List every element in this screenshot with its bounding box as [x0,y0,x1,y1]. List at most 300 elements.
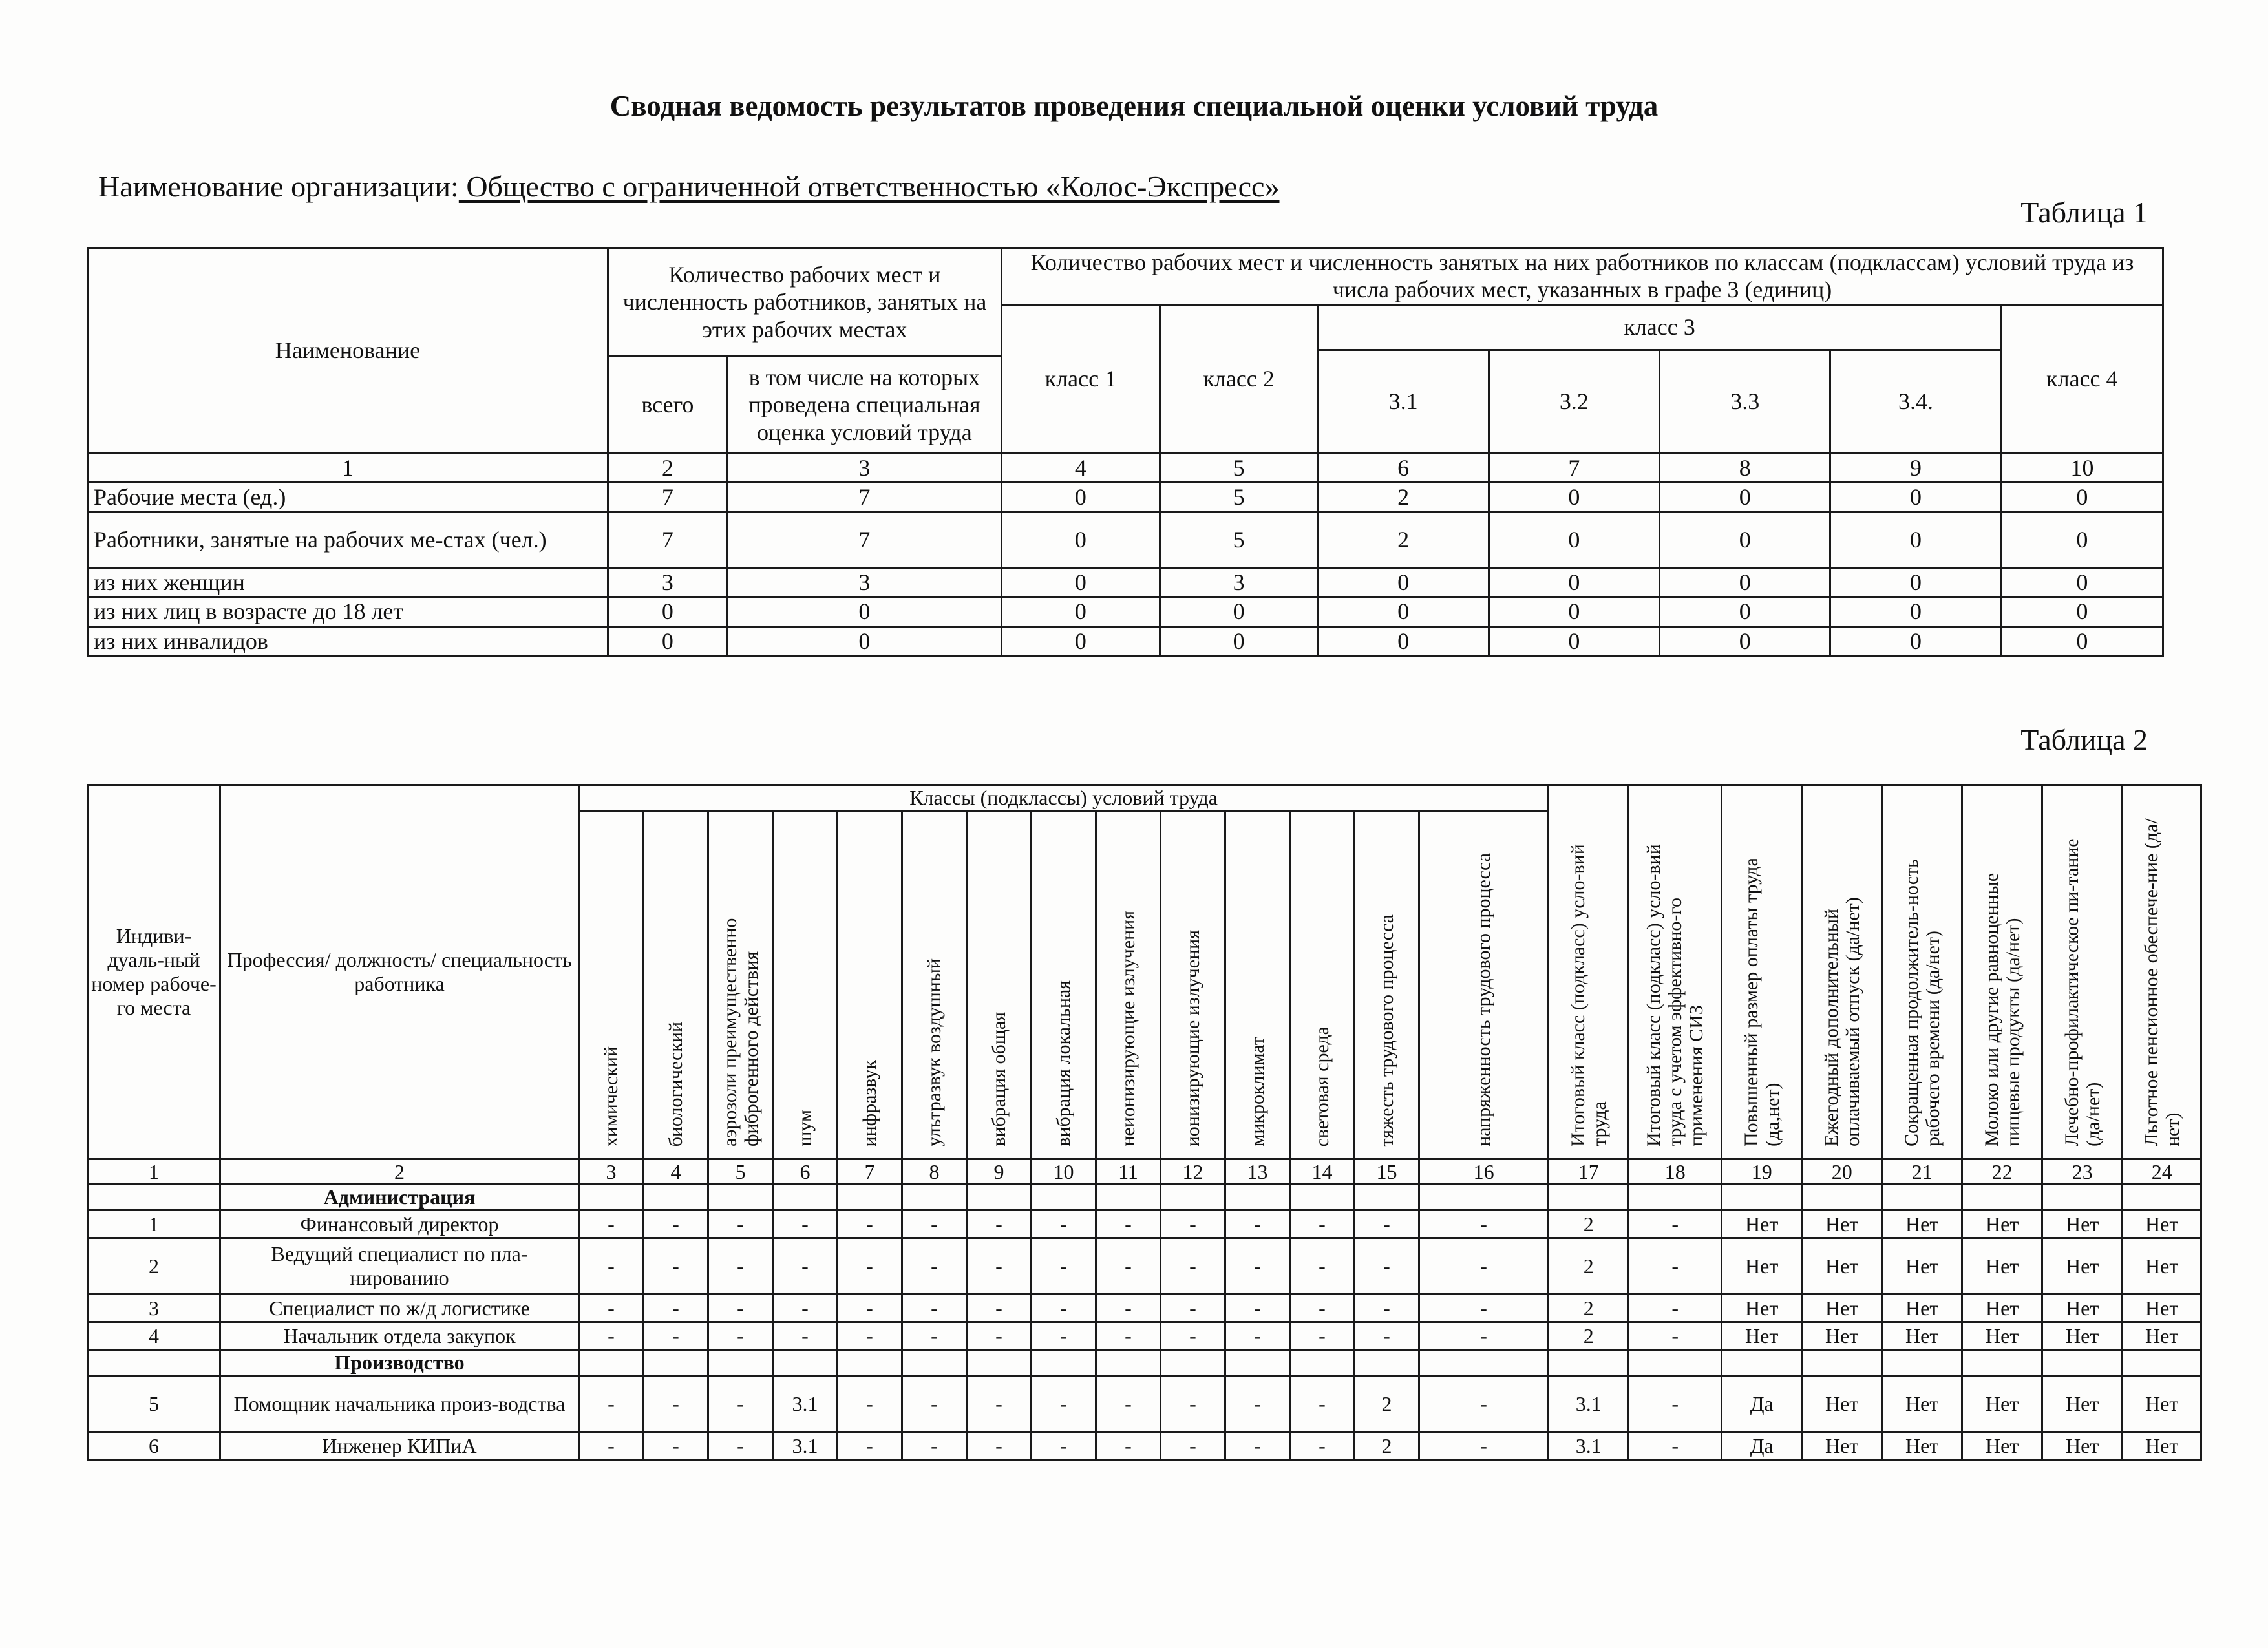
t2-section-row [88,1185,2201,1210]
t1-cell: 7 [727,512,1001,567]
t2-cell: - [1290,1294,1355,1322]
t2-cell: - [1096,1210,1161,1238]
t2-column-number: 11 [1096,1159,1161,1185]
t2-row-profession: Инженер КИПиА [220,1432,579,1460]
t2-cell: Нет [1882,1210,1962,1238]
t2-cell: - [1161,1210,1225,1238]
t2-cell: - [1629,1238,1722,1294]
t2-column-number: 15 [1355,1159,1419,1185]
t2-column-number: 5 [708,1159,773,1185]
t2-cell: - [967,1210,1032,1238]
t2-cell: Нет [1802,1238,1882,1294]
t2-cell: - [838,1376,902,1432]
t1-column-number: 3 [727,453,1001,482]
t2-cell: - [579,1210,644,1238]
t2-cell: 3.1 [773,1432,838,1460]
t2-cell: - [579,1376,644,1432]
t1-column-number: 6 [1318,453,1489,482]
t2-cell: Нет [1962,1376,2042,1432]
t2-row-id: 5 [88,1376,220,1432]
t2-empty-cell [708,1350,773,1376]
t1-cell: 0 [1489,597,1659,626]
t2-row-profession: Начальник отдела закупок [220,1322,579,1350]
t1-column-numbers [88,453,2163,482]
t1-header-class3-4: 3.4. [1830,350,2001,453]
t2-header-factor: вибрация локальная [1032,811,1096,1159]
t2-cell: - [1355,1238,1419,1294]
t1-column-number: 7 [1489,453,1659,482]
t2-cell: - [902,1294,967,1322]
t2-column-number: 19 [1722,1159,1802,1185]
t2-header-factor: химический [579,811,644,1159]
t2-column-number: 18 [1629,1159,1722,1185]
t2-cell: Нет [1802,1432,1882,1460]
t2-row [88,1322,2201,1350]
t2-empty-cell [1355,1185,1419,1210]
t2-column-number: 24 [2123,1159,2201,1185]
t2-cell: - [644,1238,708,1294]
t2-header-reduced-hours: Сокращенная продолжитель-ность рабочего времени (да/нет) [1882,785,1962,1159]
t2-cell: 2 [1549,1238,1629,1294]
t2-empty-cell [1225,1350,1290,1376]
t1-row-label: из них лиц в возрасте до 18 лет [88,597,608,626]
t1-row [88,483,2163,512]
t2-section-title: Производство [220,1350,579,1376]
t1-cell: 0 [1830,567,2001,597]
t1-column-number: 10 [2001,453,2163,482]
t2-column-number: 14 [1290,1159,1355,1185]
t2-cell: Нет [1882,1294,1962,1322]
t2-cell: - [1161,1238,1225,1294]
t2-cell: - [1096,1432,1161,1460]
t2-cell: Нет [2123,1238,2201,1294]
t2-empty-cell [644,1350,708,1376]
t2-header-final-class-ppe: Итоговый класс (подкласс) усло-вий труда с учетом эффективно-го применения СИЗ [1629,785,1722,1159]
t2-cell: - [773,1238,838,1294]
t2-section-row [88,1350,2201,1376]
t2-empty-cell [1096,1185,1161,1210]
t2-cell: - [708,1294,773,1322]
t2-row-profession: Специалист по ж/д логистике [220,1294,579,1322]
t2-empty-cell [1962,1185,2042,1210]
t2-column-number: 12 [1161,1159,1225,1185]
t1-row [88,597,2163,626]
t2-column-number: 20 [1802,1159,1882,1185]
t1-cell: 0 [1830,512,2001,567]
t1-cell: 0 [1489,567,1659,597]
t2-column-number: 17 [1549,1159,1629,1185]
t2-header-pension: Льготное пенсионное обеспече-ние (да/нет) [2123,785,2201,1159]
t1-cell: 0 [1489,626,1659,655]
t2-row-id: 6 [88,1432,220,1460]
t1-column-number: 5 [1160,453,1318,482]
t2-row [88,1238,2201,1294]
t1-header-class1: класс 1 [1002,304,1160,453]
t2-header-final-class: Итоговый класс (подкласс) усло-вий труда [1549,785,1629,1159]
t2-empty-cell [579,1185,644,1210]
t2-column-number: 13 [1225,1159,1290,1185]
t2-empty-cell [1290,1185,1355,1210]
t1-cell: 0 [1830,597,2001,626]
t2-empty-cell [838,1350,902,1376]
t1-cell: 5 [1160,483,1318,512]
t1-cell: 0 [1489,483,1659,512]
t2-cell: - [708,1210,773,1238]
t2-cell: - [1290,1376,1355,1432]
t2-cell: - [902,1376,967,1432]
t2-cell: - [773,1322,838,1350]
t2-cell: Нет [1882,1432,1962,1460]
t2-cell: Нет [2123,1210,2201,1238]
t2-cell: - [1629,1376,1722,1432]
t2-cell: - [1225,1376,1290,1432]
t2-cell: Нет [2042,1322,2123,1350]
t2-row-profession: Финансовый директор [220,1210,579,1238]
t2-empty-cell [1290,1350,1355,1376]
t2-cell: - [644,1322,708,1350]
t1-header-total: всего [608,356,727,453]
t2-cell: Да [1722,1376,1802,1432]
t2-column-number: 10 [1032,1159,1096,1185]
t2-cell: - [1161,1376,1225,1432]
t2-header-id: Индиви-дуаль-ный номер рабоче-го места [88,785,220,1159]
t1-cell: 0 [2001,597,2163,626]
t2-column-number: 21 [1882,1159,1962,1185]
t2-cell: - [708,1376,773,1432]
t2-cell: Да [1722,1432,1802,1460]
t2-empty-cell [838,1185,902,1210]
t1-header-assessed: в том числе на которых проведена специальная оценка условий труда [727,356,1001,453]
t1-cell: 0 [1002,512,1160,567]
t2-header-factor: ультразвук воздушный [902,811,967,1159]
summary-table [87,247,2164,657]
t2-header-factor: аэрозоли преимущественно фиброгенного действия [708,811,773,1159]
t2-cell: Нет [1962,1322,2042,1350]
t2-empty-cell [1419,1185,1549,1210]
t1-cell: 0 [608,597,727,626]
t2-cell: - [1096,1322,1161,1350]
t2-row-id: 1 [88,1210,220,1238]
t2-column-number: 8 [902,1159,967,1185]
t2-cell: - [1629,1432,1722,1460]
t2-cell: - [967,1238,1032,1294]
t2-cell: - [1096,1238,1161,1294]
t2-cell: - [902,1322,967,1350]
t2-cell: Нет [1802,1376,1882,1432]
t1-column-number: 4 [1002,453,1160,482]
t2-empty-cell [967,1350,1032,1376]
t2-empty-cell [902,1350,967,1376]
t2-empty-cell [1161,1185,1225,1210]
t2-header-factor: биологический [644,811,708,1159]
t1-cell: 2 [1318,512,1489,567]
t2-column-number: 4 [644,1159,708,1185]
t2-cell: 2 [1549,1294,1629,1322]
t2-cell: - [1419,1210,1549,1238]
t1-cell: 7 [727,483,1001,512]
t2-cell: Нет [1722,1322,1802,1350]
t2-empty-cell [1032,1350,1096,1376]
t1-cell: 0 [1002,597,1160,626]
t2-cell: - [1225,1294,1290,1322]
t2-cell: - [708,1322,773,1350]
t2-row-id: 3 [88,1294,220,1322]
t2-cell: Нет [2123,1432,2201,1460]
t2-cell: - [838,1294,902,1322]
t2-header-milk: Молоко или другие равноценные пищевые продукты (да/нет) [1962,785,2042,1159]
t2-cell: 3.1 [1549,1432,1629,1460]
t2-cell: - [1032,1376,1096,1432]
t2-cell: - [1032,1294,1096,1322]
t2-cell: - [773,1210,838,1238]
t2-empty-cell [1419,1350,1549,1376]
t2-cell: - [902,1238,967,1294]
t2-section-id-cell [88,1350,220,1376]
t1-cell: 0 [1660,512,1830,567]
t2-empty-cell [1882,1185,1962,1210]
t2-header-additional-leave: Ежегодный дополнительный оплачиваемый отпуск (да/нет) [1802,785,1882,1159]
t1-column-number: 8 [1660,453,1830,482]
t2-cell: - [708,1432,773,1460]
t2-empty-cell [1629,1185,1722,1210]
t1-row-label: Работники, занятые на рабочих ме-стах (чел.) [88,512,608,567]
t2-cell: - [967,1294,1032,1322]
t2-cell: 2 [1549,1210,1629,1238]
t1-header-name: Наименование [88,248,608,454]
t2-cell: - [1629,1322,1722,1350]
t2-empty-cell [1962,1350,2042,1376]
t1-cell: 0 [1830,626,2001,655]
t2-header-profession: Профессия/ должность/ специальность работника [220,785,579,1159]
t2-cell: - [1419,1294,1549,1322]
t1-row [88,626,2163,655]
t2-empty-cell [902,1185,967,1210]
t1-cell: 0 [1660,483,1830,512]
t2-row [88,1294,2201,1322]
t1-header-class3: класс 3 [1318,304,2001,350]
t2-header-factor: ионизирующие излучения [1161,811,1225,1159]
t1-header-classes-group: Количество рабочих мест и численность занятых на них работников по классам (подклассам) условий труда из числа рабочих мест, указанных в графе 3 (единиц) [1002,248,2163,305]
t2-empty-cell [1161,1350,1225,1376]
t2-cell: - [1032,1322,1096,1350]
t1-column-number: 9 [1830,453,2001,482]
t1-cell: 5 [1160,512,1318,567]
t2-cell: - [838,1432,902,1460]
t2-cell: Нет [1882,1238,1962,1294]
t1-cell: 3 [608,567,727,597]
t2-empty-cell [1882,1350,1962,1376]
t2-row [88,1432,2201,1460]
t2-cell: - [1290,1238,1355,1294]
organization-label: Наименование организации: [98,170,459,203]
t2-empty-cell [1629,1350,1722,1376]
t2-empty-cell [2123,1350,2201,1376]
t2-cell: - [708,1238,773,1294]
t2-cell: - [1096,1294,1161,1322]
table1-caption: Таблица 1 [2020,196,2148,229]
t2-empty-cell [708,1185,773,1210]
t2-section-title: Администрация [220,1185,579,1210]
t1-cell: 0 [2001,567,2163,597]
t2-cell: - [1225,1238,1290,1294]
t2-cell: - [1096,1376,1161,1432]
t2-row [88,1376,2201,1432]
t2-cell: - [838,1322,902,1350]
t2-cell: Нет [2042,1294,2123,1322]
t2-cell: Нет [2042,1210,2123,1238]
t2-cell: - [1419,1376,1549,1432]
t1-cell: 0 [1489,512,1659,567]
t2-cell: - [967,1322,1032,1350]
t2-cell: Нет [2123,1376,2201,1432]
t2-cell: 2 [1355,1432,1419,1460]
t2-cell: - [773,1294,838,1322]
t2-cell: Нет [1882,1322,1962,1350]
t1-header-class3-3: 3.3 [1660,350,1830,453]
t2-cell: 2 [1549,1322,1629,1350]
t1-cell: 0 [608,626,727,655]
t1-row [88,567,2163,597]
t2-cell: - [1225,1210,1290,1238]
t1-cell: 0 [1002,567,1160,597]
t2-cell: Нет [1802,1210,1882,1238]
t2-column-number: 7 [838,1159,902,1185]
t2-cell: - [1161,1432,1225,1460]
t1-header-workplaces-group: Количество рабочих мест и численность работников, занятых на этих рабочих местах [608,248,1001,357]
t2-cell: - [1032,1238,1096,1294]
t2-empty-cell [773,1185,838,1210]
t2-header-factor: световая среда [1290,811,1355,1159]
t1-cell: 0 [1002,626,1160,655]
t1-cell: 0 [2001,512,2163,567]
t1-cell: 0 [1160,626,1318,655]
t1-cell: 0 [1660,626,1830,655]
t2-column-number: 23 [2042,1159,2123,1185]
t2-empty-cell [2042,1350,2123,1376]
t2-cell: Нет [1882,1376,1962,1432]
t1-cell: 0 [727,597,1001,626]
organization-line [98,169,1279,204]
t2-cell: - [967,1376,1032,1432]
t2-column-number: 1 [88,1159,220,1185]
t2-column-numbers [88,1159,2201,1185]
t2-column-number: 9 [967,1159,1032,1185]
t2-cell: Нет [2042,1432,2123,1460]
t2-cell: 2 [1355,1376,1419,1432]
t2-header-factor: инфразвук [838,811,902,1159]
t1-cell: 0 [1160,597,1318,626]
t2-column-number: 3 [579,1159,644,1185]
t2-cell: - [1225,1322,1290,1350]
t2-column-number: 22 [1962,1159,2042,1185]
t2-cell: - [1419,1322,1549,1350]
t1-row-label: из них инвалидов [88,626,608,655]
t2-cell: Нет [1962,1238,2042,1294]
t2-cell: - [902,1432,967,1460]
t2-cell: - [1355,1294,1419,1322]
t1-cell: 0 [1318,567,1489,597]
t2-header-increased-pay: Повышенный размер оплаты труда (да,нет) [1722,785,1802,1159]
t2-cell: Нет [1802,1294,1882,1322]
t2-row-profession: Ведущий специалист по пла-нированию [220,1238,579,1294]
t2-empty-cell [644,1185,708,1210]
t2-header-therapeutic-food: Лечебно-профилактическое пи-тание (да/нет) [2042,785,2123,1159]
t2-cell: - [579,1432,644,1460]
t2-cell: Нет [1962,1294,2042,1322]
t1-row [88,512,2163,567]
t1-cell: 0 [2001,626,2163,655]
t2-cell: - [1629,1294,1722,1322]
t2-empty-cell [579,1350,644,1376]
t2-cell: - [1355,1210,1419,1238]
t2-cell: - [1032,1432,1096,1460]
t2-cell: Нет [1722,1294,1802,1322]
t2-cell: Нет [1802,1322,1882,1350]
t2-empty-cell [1722,1350,1802,1376]
t2-row-profession: Помощник начальника произ-водства [220,1376,579,1432]
t2-header-classes-group: Классы (подклассы) условий труда [579,785,1549,811]
t1-cell: 7 [608,512,727,567]
t2-cell: - [1419,1432,1549,1460]
t1-header-class4: класс 4 [2001,304,2163,453]
t2-cell: - [1355,1322,1419,1350]
t2-empty-cell [1549,1350,1629,1376]
t2-empty-cell [1802,1185,1882,1210]
t2-cell: - [902,1210,967,1238]
t2-empty-cell [2123,1185,2201,1210]
t1-row-label: Рабочие места (ед.) [88,483,608,512]
t1-column-number: 1 [88,453,608,482]
t1-header-class3-1: 3.1 [1318,350,1489,453]
t2-header-factor: тяжесть трудового процесса [1355,811,1419,1159]
t2-cell: 3.1 [773,1376,838,1432]
t2-header-factor: шум [773,811,838,1159]
t1-cell: 0 [1002,483,1160,512]
t1-cell: 0 [1318,626,1489,655]
t2-cell: - [579,1294,644,1322]
t2-cell: - [1290,1322,1355,1350]
t2-column-number: 2 [220,1159,579,1185]
organization-name: Общество с ограниченной ответственностью «Колос-Экспресс» [458,170,1280,203]
t2-cell: - [1225,1432,1290,1460]
t2-cell: - [1419,1238,1549,1294]
t2-cell: - [838,1238,902,1294]
t2-empty-cell [1032,1185,1096,1210]
t1-cell: 0 [1830,483,2001,512]
t2-cell: - [1290,1432,1355,1460]
t2-cell: - [1290,1210,1355,1238]
t2-section-id-cell [88,1185,220,1210]
t2-empty-cell [773,1350,838,1376]
t2-empty-cell [1549,1185,1629,1210]
t2-empty-cell [1802,1350,1882,1376]
t2-empty-cell [1225,1185,1290,1210]
t2-header-factor: микроклимат [1225,811,1290,1159]
t2-empty-cell [1722,1185,1802,1210]
t2-cell: - [838,1210,902,1238]
t2-header-factor: неионизирующие излучения [1096,811,1161,1159]
t2-cell: - [1629,1210,1722,1238]
t1-cell: 0 [1660,567,1830,597]
t2-cell: Нет [1722,1210,1802,1238]
t1-cell: 2 [1318,483,1489,512]
t2-cell: - [579,1238,644,1294]
t1-header-class3-2: 3.2 [1489,350,1659,453]
t2-column-number: 6 [773,1159,838,1185]
t2-cell: - [644,1294,708,1322]
t1-cell: 0 [2001,483,2163,512]
t2-cell: - [1161,1294,1225,1322]
